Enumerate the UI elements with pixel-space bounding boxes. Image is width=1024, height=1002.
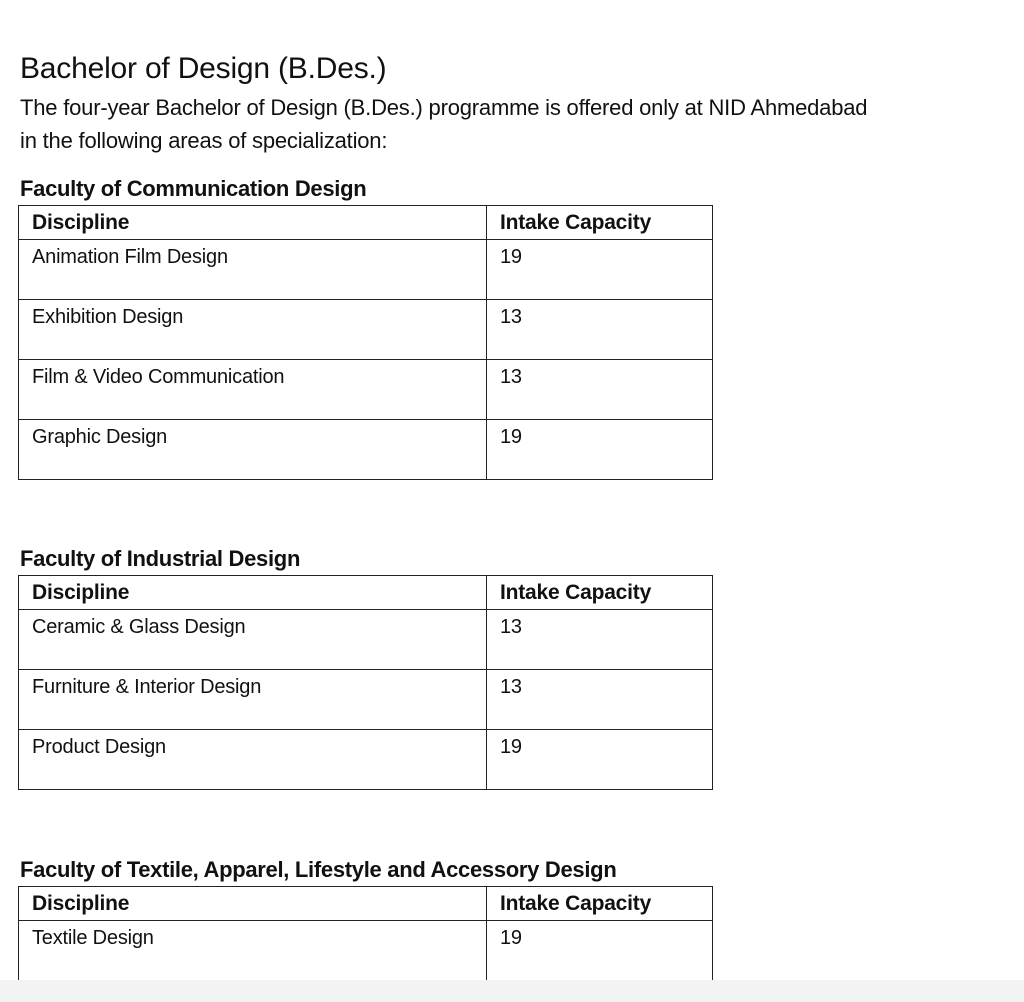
discipline-header: Discipline bbox=[19, 576, 487, 610]
table-row bbox=[19, 730, 713, 790]
table-row bbox=[19, 360, 713, 420]
table-row bbox=[19, 420, 713, 480]
table-header-row bbox=[19, 206, 713, 240]
discipline-cell: Furniture & Interior Design bbox=[19, 670, 487, 730]
capacity-cell: 19 bbox=[487, 730, 713, 790]
intake-capacity-header: Intake Capacity bbox=[487, 206, 713, 240]
table-header-row bbox=[19, 576, 713, 610]
table-row bbox=[19, 300, 713, 360]
capacity-cell: 19 bbox=[487, 921, 713, 981]
discipline-cell: Animation Film Design bbox=[19, 240, 487, 300]
textile-design-table bbox=[18, 886, 713, 981]
table-row bbox=[19, 921, 713, 981]
intro-line-1: The four-year Bachelor of Design (B.Des.) programme is offered only at NID Ahmedabad bbox=[20, 95, 868, 120]
discipline-cell: Product Design bbox=[19, 730, 487, 790]
page-title: Bachelor of Design (B.Des.) bbox=[20, 52, 387, 85]
table-row bbox=[19, 610, 713, 670]
discipline-cell: Ceramic & Glass Design bbox=[19, 610, 487, 670]
table-row bbox=[19, 240, 713, 300]
bottom-edge-shade bbox=[0, 980, 1024, 1002]
discipline-header: Discipline bbox=[19, 887, 487, 921]
discipline-cell: Exhibition Design bbox=[19, 300, 487, 360]
discipline-cell: Textile Design bbox=[19, 921, 487, 981]
table-row bbox=[19, 670, 713, 730]
discipline-cell: Graphic Design bbox=[19, 420, 487, 480]
capacity-cell: 13 bbox=[487, 610, 713, 670]
capacity-cell: 13 bbox=[487, 670, 713, 730]
intro-paragraph bbox=[20, 91, 1020, 157]
capacity-cell: 19 bbox=[487, 420, 713, 480]
discipline-header: Discipline bbox=[19, 206, 487, 240]
capacity-cell: 13 bbox=[487, 300, 713, 360]
table-header-row bbox=[19, 887, 713, 921]
discipline-cell: Film & Video Communication bbox=[19, 360, 487, 420]
faculty-title-communication: Faculty of Communication Design bbox=[20, 176, 367, 201]
intake-capacity-header: Intake Capacity bbox=[487, 576, 713, 610]
industrial-design-table bbox=[18, 575, 713, 790]
intake-capacity-header: Intake Capacity bbox=[487, 887, 713, 921]
faculty-title-textile: Faculty of Textile, Apparel, Lifestyle and Accessory Design bbox=[20, 857, 617, 882]
capacity-cell: 13 bbox=[487, 360, 713, 420]
capacity-cell: 19 bbox=[487, 240, 713, 300]
intro-line-2: in the following areas of specialization: bbox=[20, 128, 388, 153]
faculty-title-industrial: Faculty of Industrial Design bbox=[20, 546, 301, 571]
communication-design-table bbox=[18, 205, 713, 480]
